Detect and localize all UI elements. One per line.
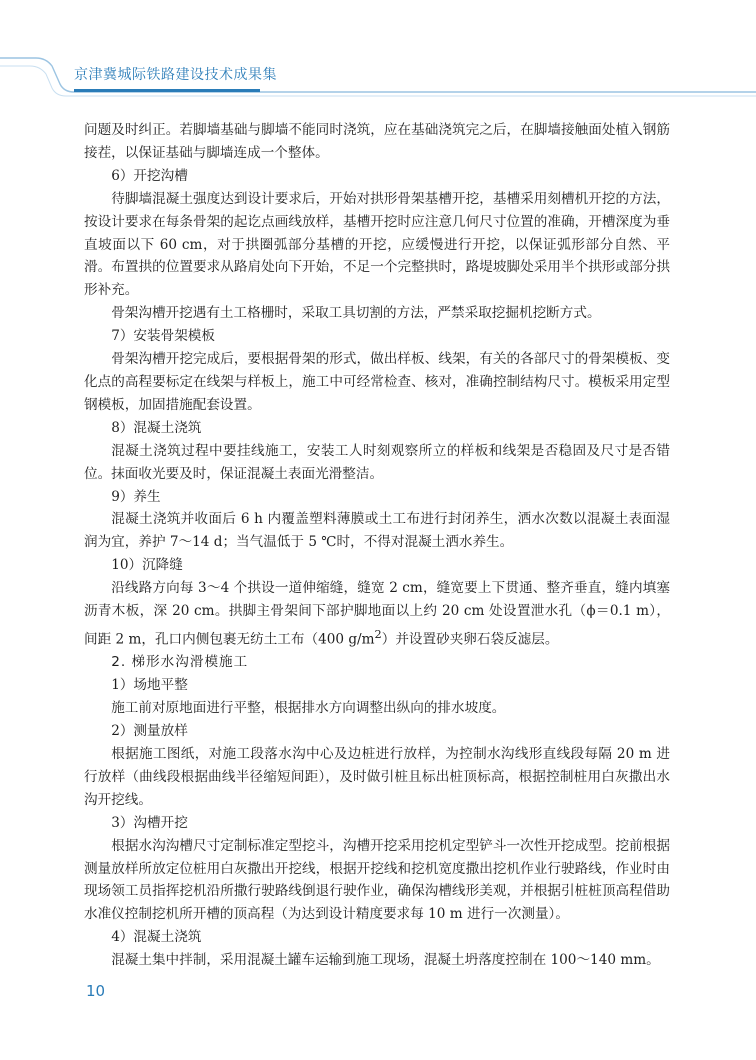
running-head-title: 京津冀城际铁路建设技术成果集: [74, 67, 277, 83]
paragraph: 骨架沟槽开挖遇有土工格栅时，采取工具切割的方法，严禁采取挖掘机挖断方式。: [111, 305, 601, 322]
body-text: [84, 119, 670, 972]
paragraph: 混凝土浇筑过程中要挂线施工，安装工人时刻观察所立的样板和线架是否稳固及尺寸是否错位。抹面收光要及时，保证混凝土表面光滑整洁。: [84, 442, 670, 482]
superscript: 2: [374, 626, 382, 641]
paragraph: 问题及时纠正。若脚墙基础与脚墙不能同时浇筑，应在基础浇筑完之后，在脚墙接触面处植入钢筋接茬，以保证基础与脚墙连成一个整体。: [84, 122, 670, 161]
paragraph: [84, 577, 670, 651]
subsection-heading: 6）开挖沟槽: [111, 167, 188, 184]
paragraph: 骨架沟槽开挖完成后，要根据骨架的形式，做出样板、线架，有关的各部尺寸的骨架模板、变化点的高程要标定在线架与样板上，施工中可经常检查、核对，准确控制结构尺寸。模板采用定型钢模板，加固措施配套设置。: [84, 351, 670, 413]
subsection-heading: 4）混凝土浇筑: [111, 929, 202, 946]
header-decoration: [0, 0, 756, 110]
subsection-heading: 3）沟槽开挖: [111, 814, 188, 831]
page-number: 10: [86, 982, 106, 1000]
subsection-heading: 1）场地平整: [111, 677, 188, 694]
paragraph: 混凝土集中拌制，采用混凝土罐车运输到施工现场，混凝土坍落度控制在 100～140 mm。: [111, 952, 660, 969]
paragraph: 施工前对原地面进行平整，根据排水方向调整出纵向的排水坡度。: [111, 700, 506, 717]
subsection-heading: 9）养生: [111, 488, 161, 505]
paragraph: 待脚墙混凝土强度达到设计要求后，开始对拱形骨架基槽开挖，基槽采用刻槽机开挖的方法，按设计要求在每条骨架的起讫点画线放样，基槽开挖时应注意几何尺寸位置的准确，开槽深度为垂直坡面以下 60 cm，对于拱圈弧部分基槽的开挖，应缓慢进行开挖，以保证弧形部分自然、平滑。布置拱的位置要求从路肩处向下开始，不足一个完整拱时，路堤坡脚处采用半个拱形或部分拱形补充。: [84, 190, 670, 299]
paragraph-text: 沿线路方向每 3～4 个拱设一道伸缩缝，缝宽 2 cm，缝宽要上下贯通、整齐垂直，缝内填塞沥青木板，深 20 cm。拱脚主骨架间下部护脚地面以上约 20 cm 处设置泄水孔（ϕ＝0.1 m），间距 2 m，孔口内侧包裹无纺土工布（400 g/m: [84, 580, 670, 648]
subsection-heading: 7）安装骨架模板: [111, 328, 215, 345]
subsection-heading: 10）沉降缝: [111, 557, 183, 574]
paragraph: 根据施工图纸，对施工段落水沟中心及边桩进行放样，为控制水沟线形直线段每隔 20 m 进行放样（曲线段根据曲线半径缩短间距），及时做引桩且标出桩顶标高，根据控制桩用白灰撒出水沟开挖线。: [84, 746, 670, 808]
paragraph: 混凝土浇筑并收面后 6 h 内覆盖塑料薄膜或土工布进行封闭养生，洒水次数以混凝土表面湿润为宜，养护 7～14 d；当气温低于 5 ℃时，不得对混凝土洒水养生。: [84, 511, 670, 551]
subsection-heading: 2）测量放样: [111, 723, 188, 740]
subsection-heading: 8）混凝土浇筑: [111, 419, 202, 436]
section-heading: 2. 梯形水沟滑模施工: [111, 654, 249, 671]
header-accent-bar: [74, 89, 260, 92]
paragraph-text: ）并设置砂夹卵石袋反滤层。: [381, 631, 559, 648]
paragraph: 根据水沟沟槽尺寸定制标准定型挖斗，沟槽开挖采用挖机定型铲斗一次性开挖成型。挖前根据测量放样所放定位桩用白灰撒出开挖线，根据开挖线和挖机宽度撒出挖机作业行驶路线，作业时由现场领工员指挥挖机沿所撒行驶路线倒退行驶作业，确保沟槽线形美观，并根据引桩桩顶高程借助水准仪控制挖机所开槽的顶高程（为达到设计精度要求每 10 m 进行一次测量）。: [84, 837, 670, 923]
